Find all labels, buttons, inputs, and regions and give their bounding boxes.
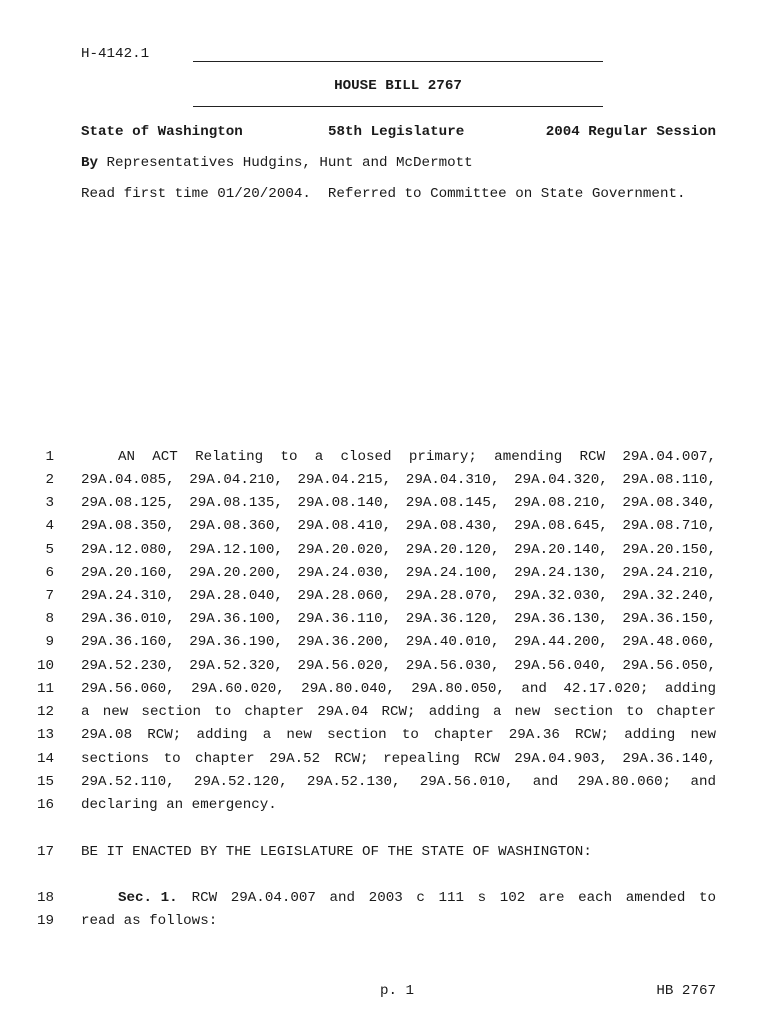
legislature-name: 58th Legislature bbox=[328, 124, 465, 140]
line-text: read as follows: bbox=[81, 913, 218, 929]
line-text: 29A.04.085, 29A.04.210, 29A.04.215, 29A.04.310, 29A.04.320, 29A.08.110, bbox=[81, 472, 716, 488]
state-name: State of Washington bbox=[81, 124, 243, 140]
line-text: 29A.08.125, 29A.08.135, 29A.08.140, 29A.08.145, 29A.08.210, 29A.08.340, bbox=[81, 495, 716, 511]
line-text: 29A.36.010, 29A.36.100, 29A.36.110, 29A.36.120, 29A.36.130, 29A.36.150, bbox=[81, 611, 716, 627]
line-text: RCW 29A.04.007 and 2003 c 111 s 102 are each amended to bbox=[191, 890, 716, 906]
footer-bill-id: HB 2767 bbox=[656, 983, 716, 999]
section-line bbox=[81, 890, 716, 906]
line-number: 2 bbox=[45, 472, 54, 488]
line-number: 16 bbox=[36, 797, 54, 813]
sponsors-names: Representatives Hudgins, Hunt and McDermott bbox=[106, 155, 473, 171]
line-number: 15 bbox=[36, 774, 54, 790]
line-number: 5 bbox=[45, 542, 54, 558]
section-label: Sec. 1. bbox=[118, 890, 178, 906]
line-number: 10 bbox=[36, 658, 54, 674]
page-number: p. 1 bbox=[380, 983, 415, 999]
line-text: 29A.52.110, 29A.52.120, 29A.52.130, 29A.56.010, and 29A.80.060; and bbox=[81, 774, 716, 790]
line-number: 7 bbox=[45, 588, 54, 604]
line-text: a new section to chapter 29A.04 RCW; adding a new section to chapter bbox=[81, 704, 716, 720]
line-number: 11 bbox=[36, 681, 54, 697]
line-number: 9 bbox=[45, 634, 54, 650]
line-number: 6 bbox=[45, 565, 54, 581]
read-first-line: Read first time 01/20/2004. Referred to Committee on State Government. bbox=[81, 186, 686, 202]
line-number: 4 bbox=[45, 518, 54, 534]
line-number: 19 bbox=[36, 913, 54, 929]
line-text: sections to chapter 29A.52 RCW; repealing RCW 29A.04.903, 29A.36.140, bbox=[81, 751, 716, 767]
sponsors-line bbox=[81, 155, 473, 171]
line-text: 29A.12.080, 29A.12.100, 29A.20.020, 29A.20.120, 29A.20.140, 29A.20.150, bbox=[81, 542, 716, 558]
line-text: 29A.24.310, 29A.28.040, 29A.28.060, 29A.28.070, 29A.32.030, 29A.32.240, bbox=[81, 588, 716, 604]
line-text: 29A.36.160, 29A.36.190, 29A.36.200, 29A.40.010, 29A.44.200, 29A.48.060, bbox=[81, 634, 716, 650]
line-text: declaring an emergency. bbox=[81, 797, 277, 813]
line-text: 29A.20.160, 29A.20.200, 29A.24.030, 29A.24.100, 29A.24.130, 29A.24.210, bbox=[81, 565, 716, 581]
line-number: 13 bbox=[36, 727, 54, 743]
document-id: H-4142.1 bbox=[81, 46, 150, 62]
session-name: 2004 Regular Session bbox=[545, 124, 716, 140]
line-text: 29A.08 RCW; adding a new section to chapter 29A.36 RCW; adding new bbox=[81, 727, 716, 743]
line-number: 12 bbox=[36, 704, 54, 720]
line-text: AN ACT Relating to a closed primary; amending RCW 29A.04.007, bbox=[118, 449, 716, 465]
line-number: 14 bbox=[36, 751, 54, 767]
bill-title: HOUSE BILL 2767 bbox=[334, 78, 462, 94]
title-rule-bottom bbox=[193, 106, 603, 107]
sponsors-prefix: By bbox=[81, 155, 99, 171]
line-text: 29A.56.060, 29A.60.020, 29A.80.040, 29A.80.050, and 42.17.020; adding bbox=[81, 681, 716, 697]
line-number: 1 bbox=[45, 449, 54, 465]
enacting-clause: BE IT ENACTED BY THE LEGISLATURE OF THE STATE OF WASHINGTON: bbox=[81, 844, 592, 860]
title-rule-top bbox=[193, 61, 603, 62]
line-text: 29A.52.230, 29A.52.320, 29A.56.020, 29A.56.030, 29A.56.040, 29A.56.050, bbox=[81, 658, 716, 674]
line-number: 8 bbox=[45, 611, 54, 627]
line-number: 18 bbox=[36, 890, 54, 906]
line-number: 3 bbox=[45, 495, 54, 511]
line-text: 29A.08.350, 29A.08.360, 29A.08.410, 29A.08.430, 29A.08.645, 29A.08.710, bbox=[81, 518, 716, 534]
line-number: 17 bbox=[36, 844, 54, 860]
